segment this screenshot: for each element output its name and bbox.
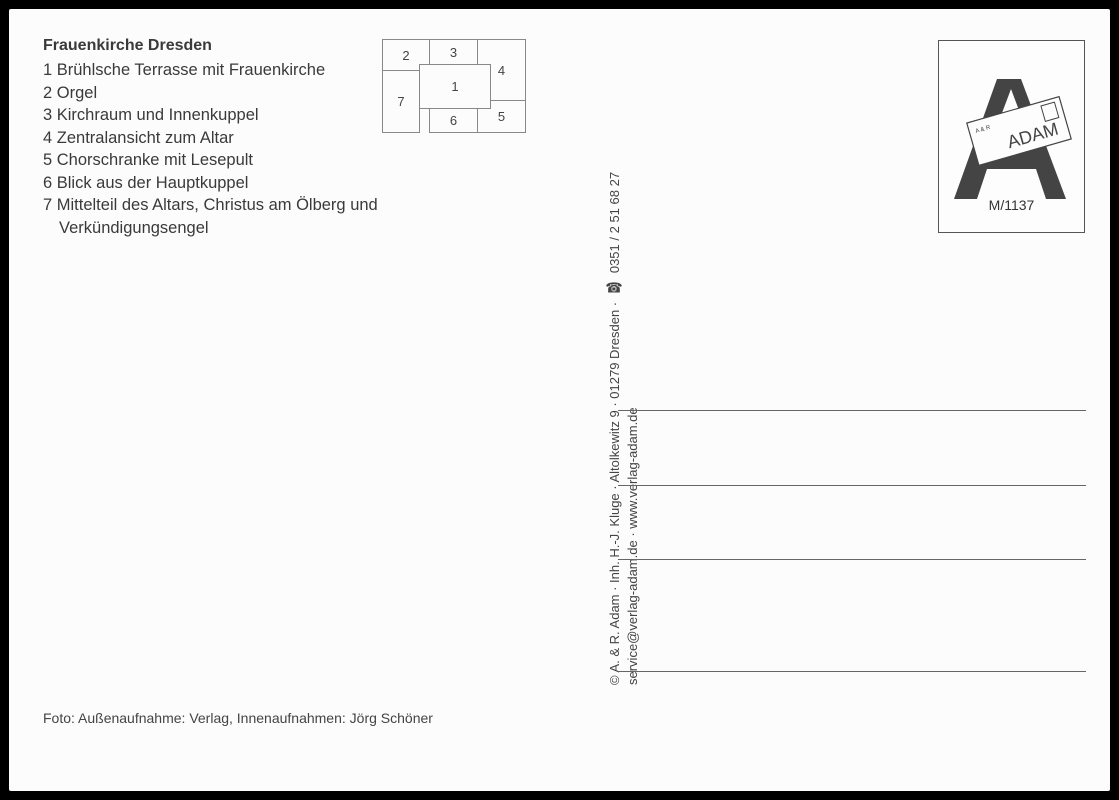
caption-item: 7 Mittelteil des Altars, Christus am Ölberg und [43, 196, 378, 214]
stamp-box [938, 40, 1085, 233]
grid-cell-3: 3 [429, 39, 478, 65]
photo-credit: Foto: Außenaufnahme: Verlag, Innenaufnahmen: Jörg Schöner [43, 710, 433, 726]
publisher-contact-line: service@verlag-adam.de · www.verlag-adam.de [625, 407, 640, 685]
caption-item: 5 Chorschranke mit Lesepult [43, 151, 254, 169]
postcard-title: Frauenkirche Dresden [43, 37, 212, 54]
grid-cell-7: 7 [382, 70, 420, 133]
svg-text:ADAM: ADAM [1004, 118, 1061, 153]
publisher-address-line: © A. & R. Adam · Inh. H.-J. Kluge · Altolkewitz 9 · 01279 Dresden · ☎ 0351 / 2 51 68 27 [605, 171, 623, 685]
stamp-code: M/1137 [988, 197, 1035, 213]
grid-cell-6: 6 [429, 108, 478, 133]
photo-layout-grid [382, 39, 526, 133]
adam-logo-icon [949, 61, 1077, 201]
caption-item: 1 Brühlsche Terrasse mit Frauenkirche [43, 61, 326, 79]
publisher-imprint [605, 45, 665, 685]
caption-item: 6 Blick aus der Hauptkuppel [43, 173, 249, 192]
grid-cell-1: 1 [419, 64, 491, 109]
grid-cell-2: 2 [382, 39, 430, 71]
caption-item: 4 Zentralansicht zum Altar [43, 128, 234, 147]
caption-item: 2 Orgel [43, 83, 98, 102]
caption-item: 3 Kirchraum und Innenkuppel [43, 106, 259, 124]
postcard-back [9, 9, 1110, 791]
caption-item-continued: Verkündigungsengel [59, 218, 209, 237]
telephone-icon: ☎ [605, 279, 623, 296]
address-line [618, 485, 1086, 486]
grid-cell-4: 4 [477, 39, 526, 101]
address-line [618, 410, 1086, 411]
address-line [618, 559, 1086, 560]
svg-text:A & R: A & R [974, 124, 992, 135]
address-line [618, 671, 1086, 672]
grid-cell-5: 5 [477, 100, 526, 133]
